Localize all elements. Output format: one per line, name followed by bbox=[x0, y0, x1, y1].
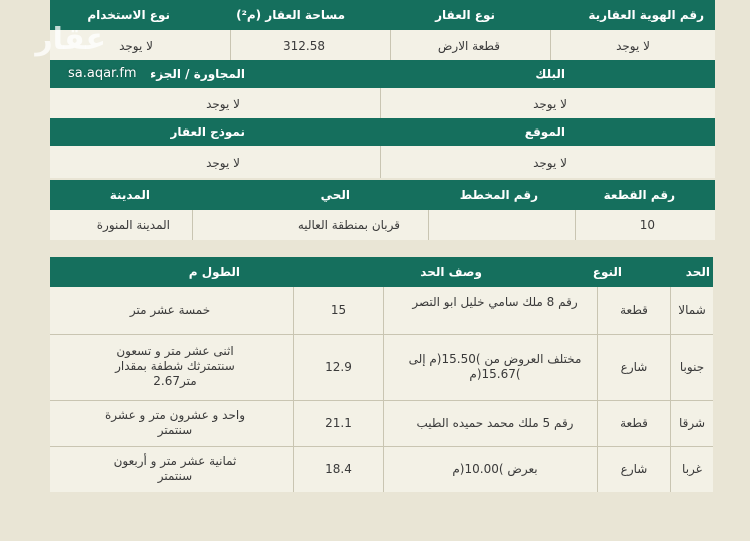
boundary-description: رقم 8 ملك سامي خليل ابو التصر bbox=[412, 295, 578, 309]
boundary-length-value: 21.1 bbox=[325, 416, 352, 430]
value-city: المدينة المنورة bbox=[96, 218, 170, 232]
boundary-length-text: ثمانية عشر متر و أربعون سنتمتر bbox=[113, 454, 237, 483]
header-city: المدينة bbox=[109, 188, 150, 202]
header-district: الحي bbox=[320, 188, 350, 202]
aqar-logo: عقار bbox=[35, 22, 106, 57]
divider bbox=[230, 30, 231, 60]
boundary-type: شارع bbox=[620, 360, 648, 374]
header-block: البلك bbox=[535, 67, 565, 81]
divider bbox=[390, 30, 391, 60]
header-property-type: نوع العقار bbox=[435, 8, 495, 22]
header-property-model: نموذج العقار bbox=[170, 125, 245, 139]
value-property-model: لا يوجد bbox=[206, 156, 240, 170]
value-property-type: قطعة الارض bbox=[437, 39, 500, 53]
divider bbox=[550, 30, 551, 60]
divider bbox=[380, 146, 381, 178]
divider bbox=[383, 287, 384, 492]
boundary-length-text: خمسة عشر متر bbox=[129, 303, 211, 317]
boundary-direction: جنوبا bbox=[679, 360, 705, 374]
divider bbox=[428, 210, 429, 240]
boundary-direction: شرقا bbox=[678, 416, 706, 430]
boundary-type: قطعة bbox=[620, 303, 648, 317]
boundary-description: رقم 5 ملك محمد حميده الطيب bbox=[416, 416, 574, 430]
divider bbox=[50, 446, 713, 447]
header-property-area: مساحة العقار (م²) bbox=[236, 8, 345, 22]
boundary-length-value: 18.4 bbox=[325, 462, 352, 476]
row3-header-bar bbox=[50, 118, 715, 146]
boundary-type: قطعة bbox=[620, 416, 648, 430]
header-boundary: الحد bbox=[685, 265, 710, 279]
value-plot-number: 10 bbox=[639, 218, 655, 232]
divider bbox=[380, 88, 381, 118]
divider bbox=[575, 210, 576, 240]
row2-values-bar bbox=[50, 88, 715, 118]
header-description: وصف الحد bbox=[420, 265, 482, 279]
header-plot-number: رقم القطعة bbox=[603, 188, 675, 202]
watermark-site: sa.aqar.fm bbox=[68, 66, 137, 81]
boundary-direction: شمالا bbox=[678, 303, 706, 317]
boundary-length-value: 12.9 bbox=[325, 360, 352, 374]
header-plan-number: رقم المخطط bbox=[459, 188, 538, 202]
value-property-area: 312.58 bbox=[283, 39, 325, 53]
value-location: لا يوجد bbox=[533, 156, 567, 170]
boundary-length-value: 15 bbox=[330, 303, 347, 317]
header-type: النوع bbox=[592, 265, 622, 279]
header-location: الموقع bbox=[524, 125, 565, 139]
boundary-direction: غربا bbox=[682, 462, 702, 476]
row3-values-bar bbox=[50, 146, 715, 178]
header-property-id: رقم الهوية العقارية bbox=[588, 8, 704, 22]
boundary-length-text: اثنى عشر متر و تسعون سنتمترثك شطفة بمقدار متر2.67 bbox=[115, 344, 235, 388]
value-property-id: لا يوجد bbox=[616, 39, 650, 53]
header-neighborhood-part: المجاورة / الجزء bbox=[150, 67, 245, 81]
boundary-description: مختلف العروض من )15.50(م إلى )15.67(م bbox=[408, 352, 582, 381]
divider bbox=[50, 334, 713, 335]
divider bbox=[192, 210, 193, 240]
divider bbox=[50, 400, 713, 401]
boundary-type: شارع bbox=[620, 462, 648, 476]
boundary-length-text: واحد و عشرون متر و عشرة سنتمتر bbox=[104, 408, 246, 437]
value-usage-type: لا يوجد bbox=[119, 39, 153, 53]
header-length: الطول م bbox=[188, 265, 240, 279]
value-neighborhood-part: لا يوجد bbox=[206, 97, 240, 111]
boundary-description: بعرض )10.00(م bbox=[452, 462, 538, 476]
value-block: لا يوجد bbox=[533, 97, 567, 111]
value-district: قربان بمنطقة العاليه bbox=[297, 218, 400, 232]
header-usage-type: نوع الاستخدام bbox=[87, 8, 170, 22]
